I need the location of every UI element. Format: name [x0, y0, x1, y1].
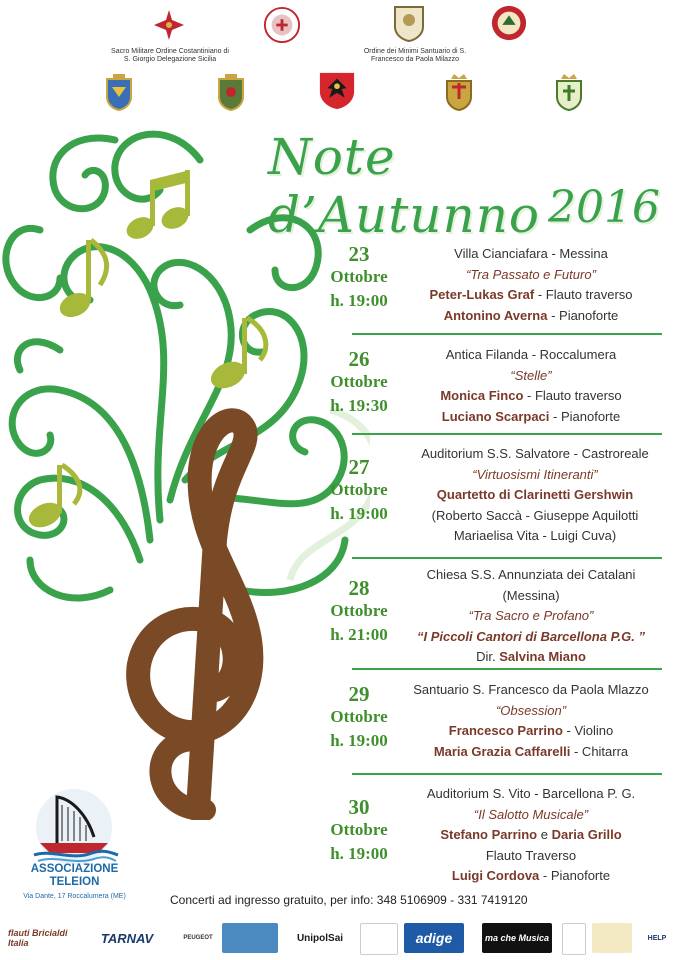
performer-role: Flauto Traverso — [485, 847, 577, 863]
event-date — [314, 577, 404, 647]
event-month: Ottobre — [330, 372, 388, 391]
event-info — [400, 244, 662, 326]
event-venue: Antica Filanda - Roccalumera — [445, 347, 617, 362]
event-separator — [352, 333, 662, 335]
harp-boat-icon — [12, 785, 137, 865]
performer-name: Maria Grazia Caffarelli — [433, 743, 571, 759]
performer-name: Luigi Cordova — [451, 868, 540, 883]
event-time: h. 19:00 — [330, 504, 388, 523]
event-work: “Il Salotto Musicale” — [473, 806, 589, 822]
event-day: 27 — [348, 455, 370, 479]
event-time: h. 19:00 — [330, 291, 388, 310]
sponsor-peugeot: PEUGEOT — [183, 935, 213, 941]
performer-joiner: e — [537, 827, 552, 842]
event-day: 29 — [348, 682, 370, 706]
sponsor-ma-che-musica: ma che Musica — [482, 923, 552, 953]
performer-role: - Violino — [562, 723, 614, 738]
event-month: Ottobre — [330, 601, 388, 620]
event-date — [314, 243, 404, 313]
event-info — [400, 784, 662, 887]
event-venue: Auditorium S. Vito - Barcellona P. G. — [426, 786, 636, 801]
performer-name: Luciano Scarpaci — [441, 408, 550, 424]
ensemble-name: Quartetto di Clarinetti Gershwin — [436, 487, 634, 502]
association-address: Via Dante, 17 Roccalumera (ME) — [23, 893, 126, 900]
performer-role: - Flauto traverso — [534, 287, 633, 302]
santuario-seal-icon — [390, 3, 428, 43]
festival-year: 2016 — [548, 182, 660, 233]
performer-role: - Flauto traverso — [523, 388, 622, 403]
association-name-line2: TELEION — [49, 876, 100, 888]
patrons-header — [0, 0, 678, 120]
sponsor-blue-banner — [222, 923, 278, 953]
performer-name: Peter-Lukas Graf — [429, 287, 535, 302]
sponsor-unipolsai: UnipolSai — [296, 932, 344, 944]
patron-ordine-minimi: Ordine dei Minimi Santuario di S. Francesco da Paola Milazzo — [363, 48, 467, 63]
event-venue: Chiesa S.S. Annunziata dei Catalani — [426, 567, 636, 582]
event-separator — [352, 433, 662, 435]
free-entry-info: Concerti ad ingresso gratuito, per info: 348 5106909 - 331 7419120 — [170, 893, 528, 907]
event-separator — [352, 668, 662, 670]
event-work: “Tra Sacro e Profano” — [468, 608, 594, 623]
performer-name: Daria Grillo — [551, 827, 622, 842]
event-info — [400, 565, 662, 668]
order-crest-icon — [490, 3, 528, 43]
event-date — [314, 348, 404, 418]
event-info — [400, 680, 662, 762]
event-time: h. 19:00 — [330, 844, 388, 863]
event-work: “Tra Passato e Futuro” — [466, 266, 596, 282]
sponsor-small-logo — [562, 923, 586, 955]
event-month: Ottobre — [330, 267, 388, 286]
event-venue: Santuario S. Francesco da Paola Mlazzo — [413, 682, 649, 697]
event-month: Ottobre — [330, 480, 388, 499]
event-venue: Villa Cianciafara - Messina — [454, 246, 608, 261]
performer-role: - Pianoforte — [547, 307, 619, 323]
festival-title: Note d’Autunno — [268, 128, 541, 244]
event-month: Ottobre — [330, 707, 388, 726]
event-day: 28 — [348, 576, 370, 600]
association-name — [12, 863, 137, 889]
performer-role: - Pianoforte — [539, 868, 611, 883]
sponsor-tarnav: TARNAV — [100, 930, 154, 946]
patron-sacro-militare: Sacro Militare Ordine Costantiniano di S. Giorgio Delegazione Sicilia — [111, 48, 229, 63]
performer-name: Antonino Averna — [443, 307, 548, 323]
choir-name: “I Piccoli Cantori di Barcellona P.G. ” — [416, 628, 646, 644]
sponsor-adige: adige — [404, 923, 464, 953]
event-month: Ottobre — [330, 820, 388, 839]
event-day: 23 — [348, 242, 370, 266]
event-date — [314, 683, 404, 753]
event-venue-city: (Messina) — [502, 587, 560, 603]
event-separator — [352, 557, 662, 559]
sponsor-house-logo — [360, 923, 398, 955]
event-work: “Stelle” — [510, 367, 552, 383]
ordine-seal-icon — [263, 5, 301, 45]
event-date — [314, 456, 404, 526]
event-info — [400, 345, 662, 427]
event-work: “Obsession” — [495, 702, 567, 718]
associazione-teleion-logo — [12, 785, 137, 905]
eagle-coat-of-arms-icon — [318, 70, 356, 110]
performer-role: - Chitarra — [570, 743, 629, 759]
event-info — [400, 444, 670, 547]
event-day: 30 — [348, 795, 370, 819]
ensemble-members: Mariaelisa Vita - Luigi Cuva) — [453, 528, 617, 543]
event-time: h. 19:00 — [330, 731, 388, 750]
town-coat-of-arms-icon — [212, 73, 250, 113]
event-separator — [352, 773, 662, 775]
sponsors-bar — [0, 915, 678, 960]
event-time: h. 19:30 — [330, 396, 388, 415]
ensemble-members: (Roberto Saccà - Giuseppe Aquilotti — [431, 507, 639, 523]
event-work: “Virtuosismi Itineranti” — [472, 466, 598, 482]
performer-role: - Pianoforte — [549, 408, 621, 424]
green-coat-of-arms-icon — [550, 73, 588, 113]
association-name-line1: ASSOCIAZIONE — [30, 863, 119, 875]
event-time: h. 21:00 — [330, 625, 388, 644]
cross-emblem-icon — [150, 5, 188, 45]
event-day: 26 — [348, 347, 370, 371]
performer-name: Francesco Parrino — [448, 723, 563, 738]
sponsor-help: HELP — [647, 934, 667, 942]
performer-name: Stefano Parrino — [440, 827, 538, 842]
crowned-coat-of-arms-icon — [440, 73, 478, 113]
performer-name: Monica Finco — [440, 388, 524, 403]
director-name: Salvina Miano — [499, 649, 586, 664]
event-date — [314, 796, 404, 866]
event-venue: Auditorium S.S. Salvatore - Castroreale — [421, 446, 649, 461]
region-coat-of-arms-icon — [100, 73, 138, 113]
sponsor-bricialdi: flauti Bricialdi Italia — [8, 928, 68, 948]
sponsor-gold-logo — [592, 923, 632, 953]
director-prefix: Dir. — [476, 649, 500, 664]
